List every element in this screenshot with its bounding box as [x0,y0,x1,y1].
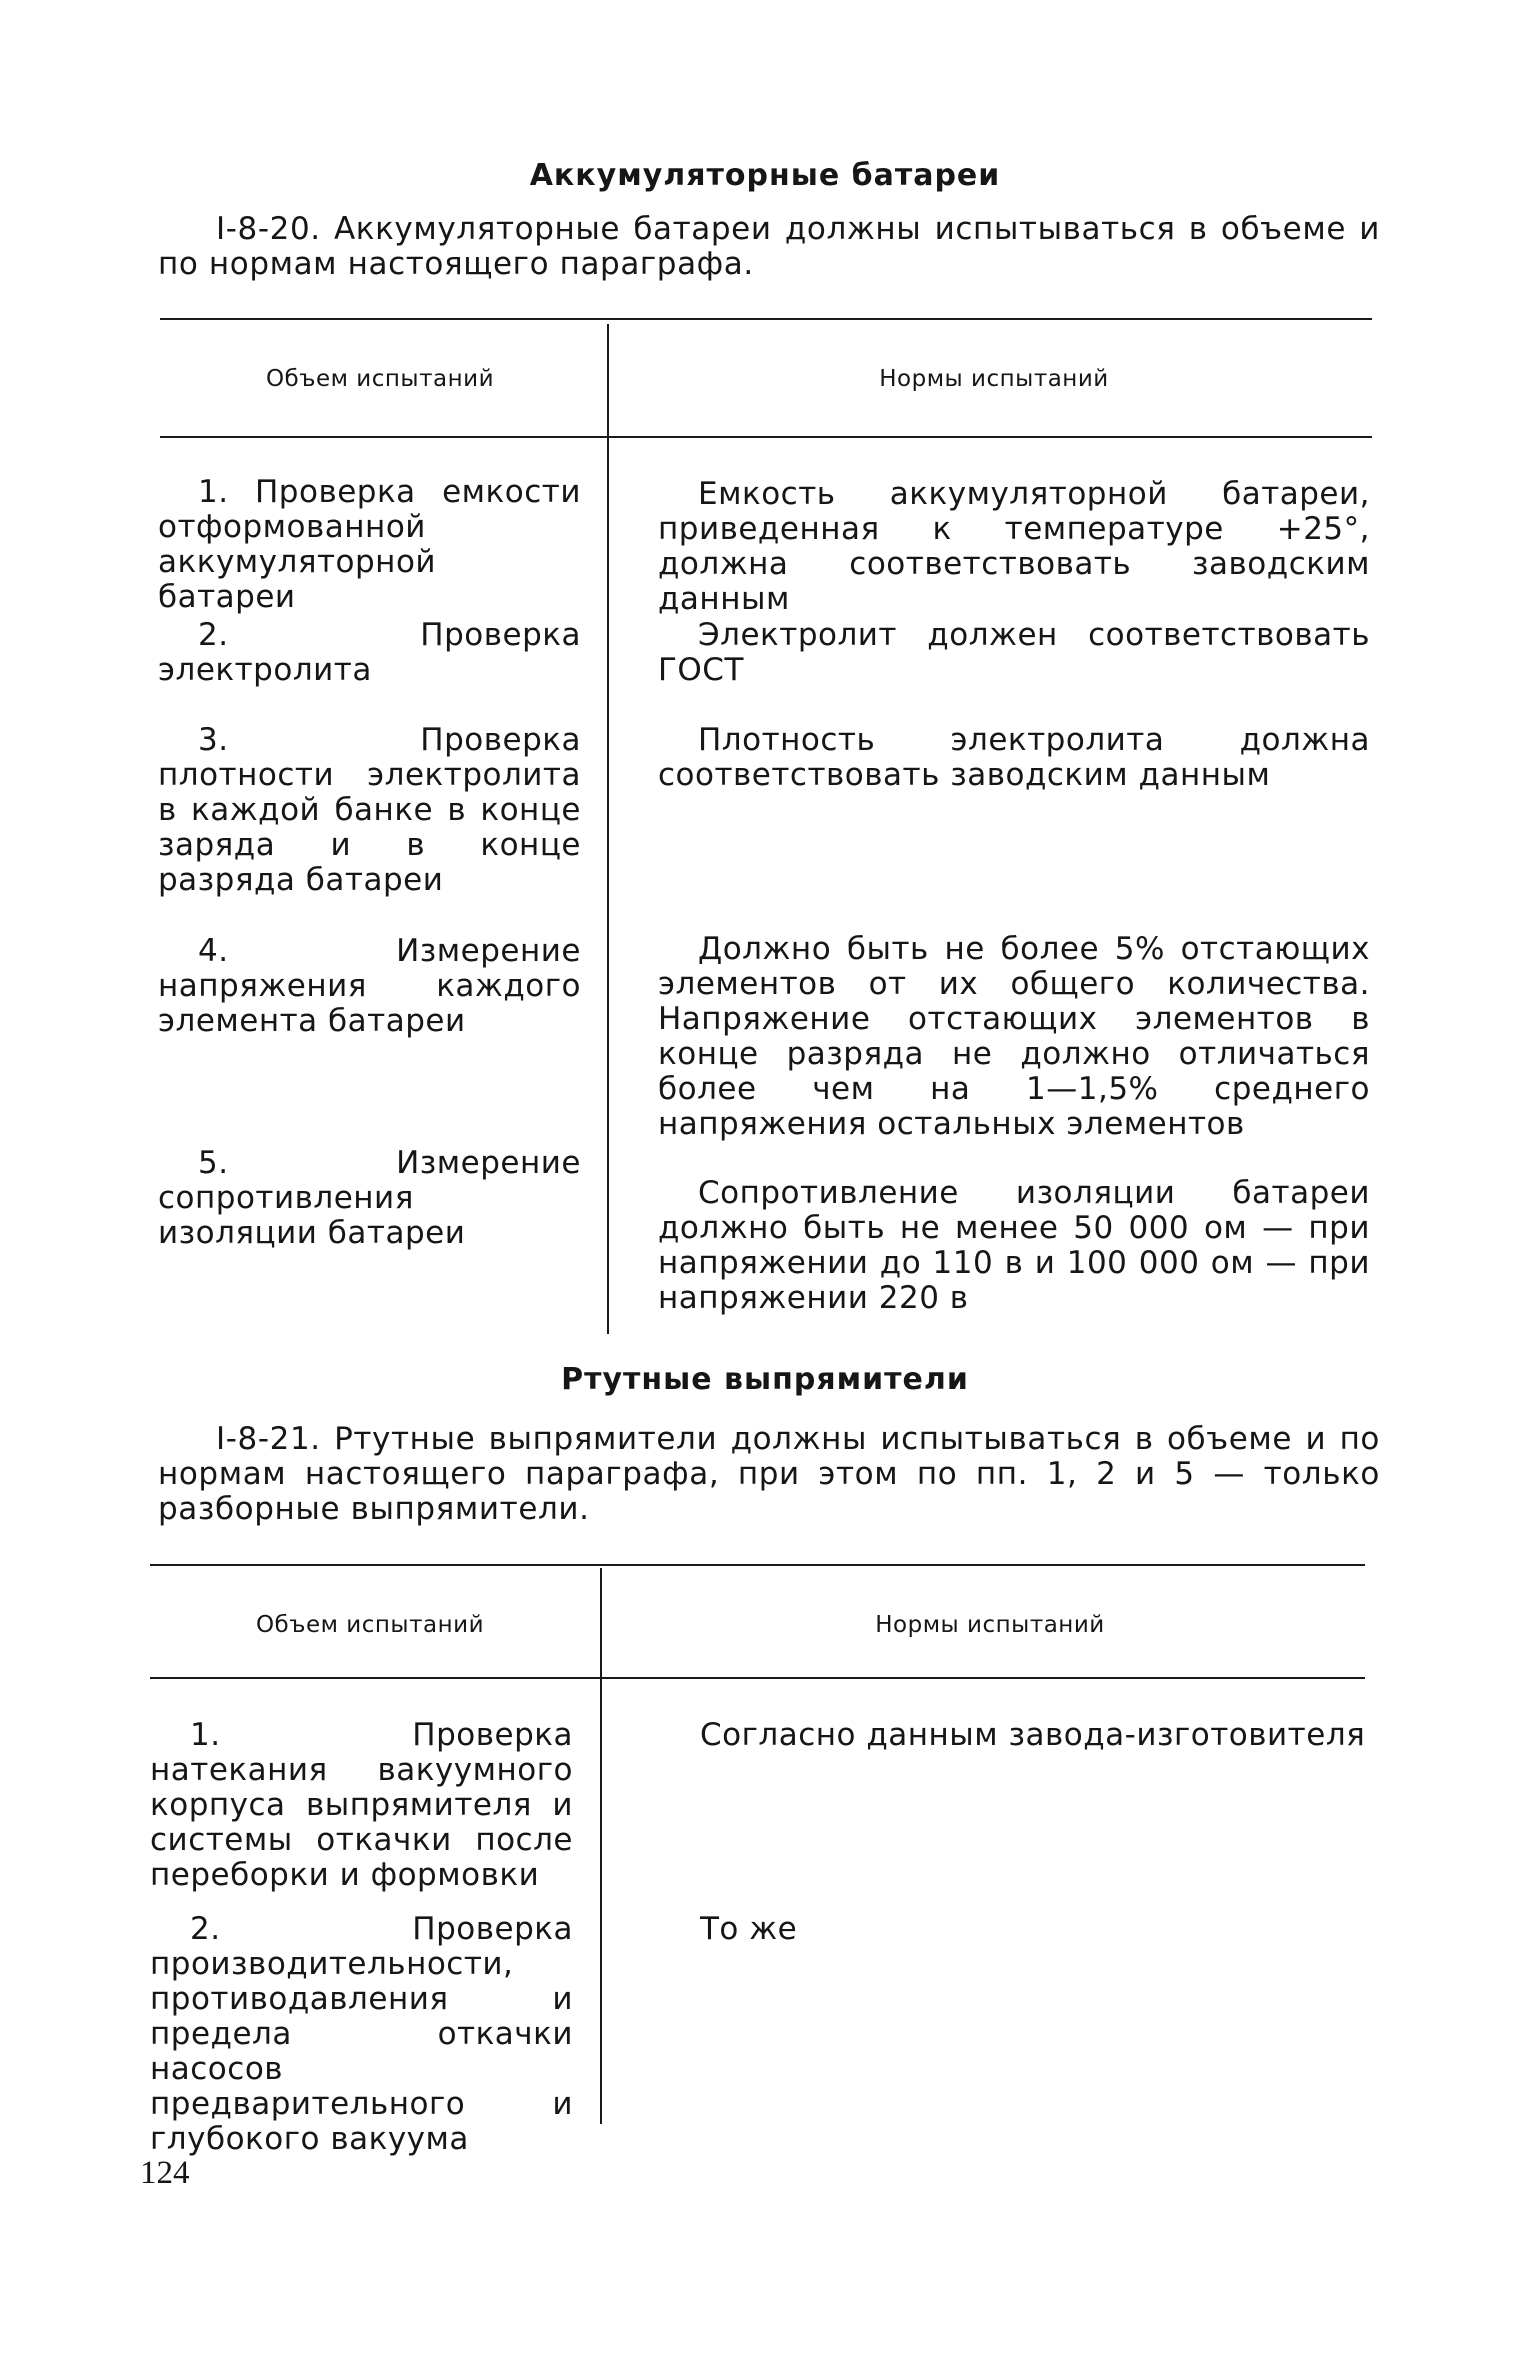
table-row-5-scope: 5. Измерение сопротивления изоляции батареи [158,1145,581,1251]
table-row-2-scope: 2. Проверка электролита [158,617,581,688]
table2-column-divider [600,1568,602,2124]
section-title-batteries: Аккумуляторные батареи [529,158,1001,193]
table-row-3-scope: 3. Проверка плотности электролита в каждой банке в конце заряда и в конце разряда батареи [158,722,581,898]
table-row-4-norm: Должно быть не более 5% отстающих элементов от их общего количества. Напряжение отстающих элементов в конце разряда не должно отличаться более чем на 1—1,5% среднего напряжения остальных элементов [658,931,1370,1142]
table2-row-1-norm: Согласно данным завода-изготовителя [700,1717,1366,1753]
table2-header-norms: Нормы испытаний [875,1612,1105,1638]
section-paragraph-batteries: I-8-20. Аккумуляторные батареи должны испытываться в объеме и по нормам настоящего параграфа. [158,211,1380,282]
table-header-rule [160,436,1372,438]
table2-top-rule [150,1564,1365,1566]
table-row-5-norm: Сопротивление изоляции батареи должно быть не менее 50 000 ом — при напряжении до 110 в и 100 000 ом — при напряжении 220 в [658,1175,1370,1316]
table-row-3-norm: Плотность электролита должна соответствовать заводским данным [658,722,1370,793]
table-row-1-norm: Емкость аккумуляторной батареи, приведенная к температуре +25°, должна соответствовать заводским данным [658,476,1370,617]
table-column-divider [607,324,609,1334]
table2-header-scope: Объем испытаний [255,1612,485,1638]
section-paragraph-rectifiers: I-8-21. Ртутные выпрямители должны испытываться в объеме и по нормам настоящего параграфа, при этом по пп. 1, 2 и 5 — только разборные выпрямители. [158,1421,1380,1527]
table-top-rule [160,318,1372,320]
table-row-4-scope: 4. Измерение напряжения каждого элемента батареи [158,933,581,1039]
table-header-scope: Объем испытаний [265,366,495,392]
section-title-rectifiers: Ртутные выпрямители [561,1362,969,1397]
table2-header-rule [150,1677,1365,1679]
table2-row-1-scope: 1. Проверка натекания вакуумного корпуса выпрямителя и системы откачки после переборки и формовки [150,1717,573,1893]
table2-row-2-scope: 2. Проверка производительности, противодавления и предела откачки насосов предварительного и глубокого вакуума [150,1911,573,2157]
table2-row-2-norm: То же [700,1911,798,1947]
table-header-norms: Нормы испытаний [879,366,1109,392]
table-row-1-scope: 1. Проверка емкости отформованной аккумуляторной батареи [158,474,581,615]
table-row-2-norm: Электролит должен соответствовать ГОСТ [658,617,1370,688]
page-number: 124 [140,2155,190,2191]
